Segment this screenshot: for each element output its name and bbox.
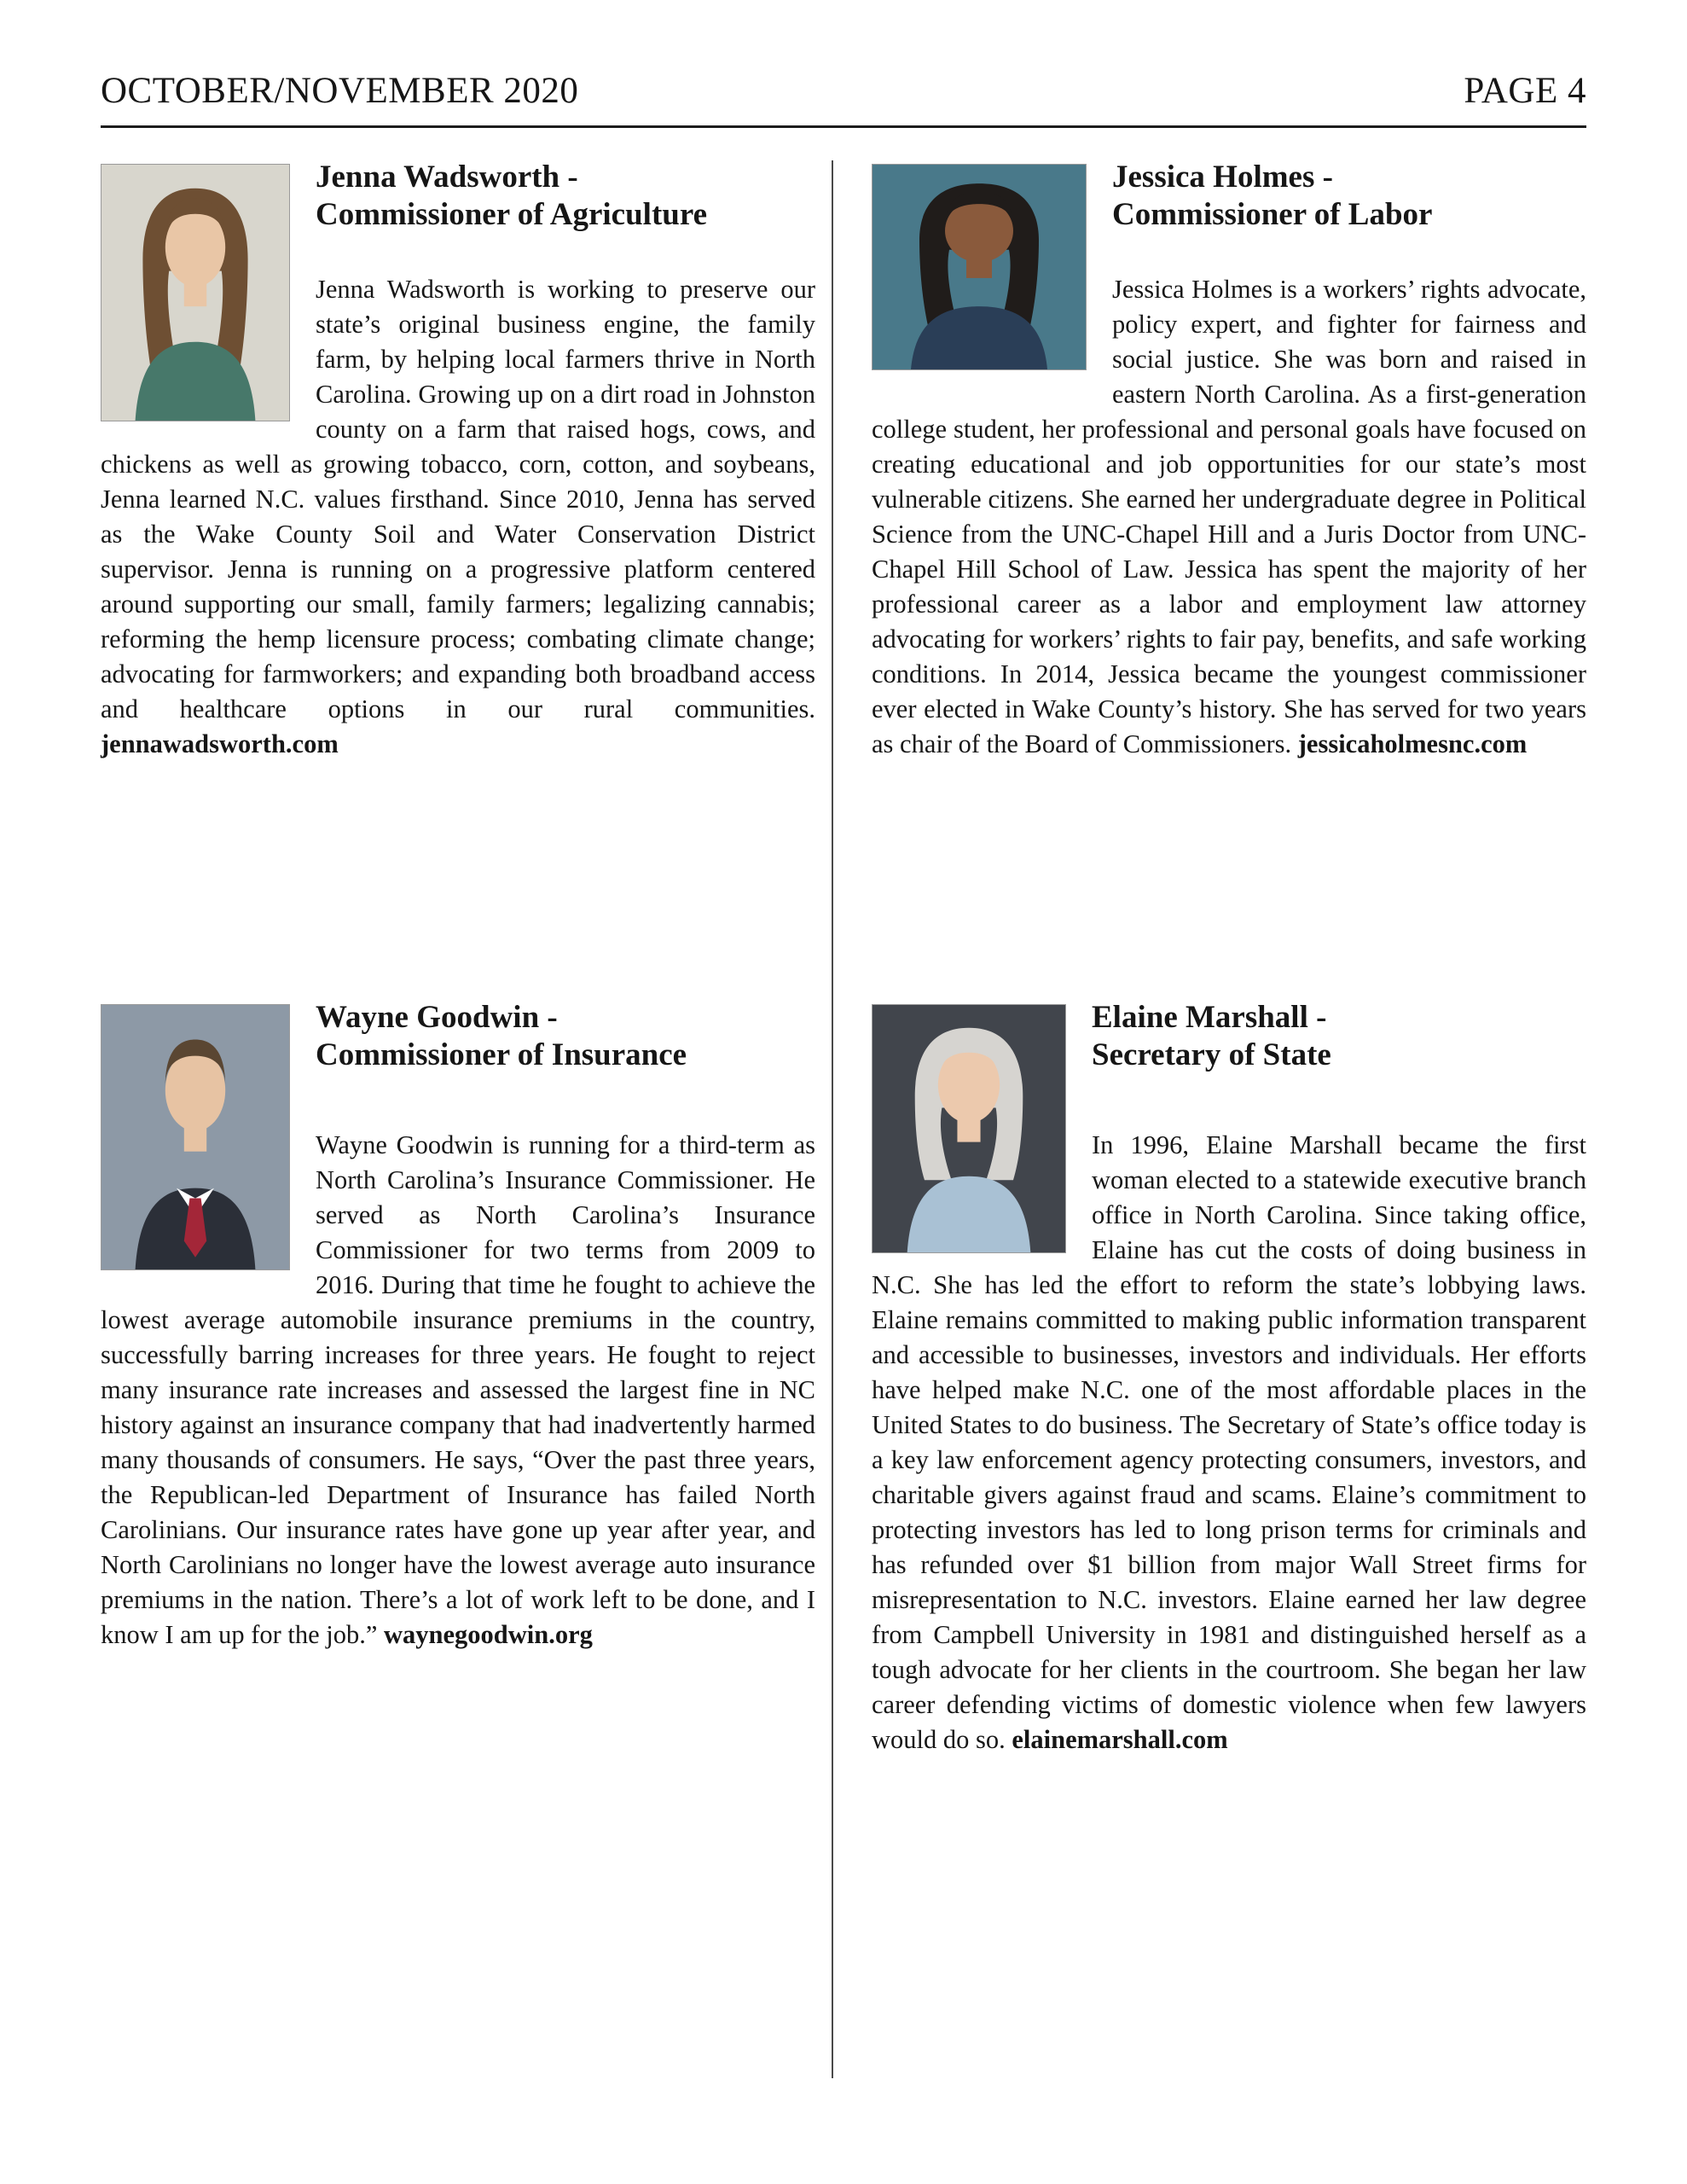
candidate-website: waynegoodwin.org — [384, 1620, 593, 1650]
masthead-page-number: PAGE 4 — [1464, 71, 1586, 111]
profile-jessica-holmes — [872, 159, 1586, 999]
profile-jenna-wadsworth — [101, 159, 815, 999]
candidate-name: Elaine Marshall - — [1092, 1000, 1327, 1035]
column-divider — [832, 160, 833, 2078]
candidate-website: jennawadsworth.com — [101, 729, 339, 759]
candidate-name: Jenna Wadsworth - — [316, 160, 578, 195]
right-column — [872, 159, 1586, 1757]
profile-body-text: Wayne Goodwin is running for a third-term as North Carolina’s Insurance Commissioner. He served as North Carolina’s Insurance Commissioner for two terms from 2009 to 2016. During that time he fought to achieve the lowest average automobile insurance premiums in the country, successfully barring increases for three years. He fought to reject many insurance rate increases and assessed the largest fine in NC history against an insurance company that had inadvertently harmed many thousands of consumers. He says, “Over the past three years, the Republican-led Department of Insurance has failed North Carolinians. Our insurance rates have gone up year after year, and North Carolinians no longer have the lowest average auto insurance premiums in the nation. There’s a lot of work left to be done, and I know I am up for the job.” — [101, 1130, 815, 1650]
content-columns — [101, 128, 1586, 1757]
elaine-marshall-photo — [872, 1004, 1066, 1253]
candidate-name: Jessica Holmes - — [1112, 160, 1333, 195]
jessica-holmes-photo — [872, 164, 1087, 370]
profile-body-text: Jenna Wadsworth is working to preserve our state’s original business engine, the family farm, by helping local farmers thrive in North Carolina. Growing up on a dirt road in Johnston county on a farm that raised hogs, cows, and chickens as well as growing tobacco, corn, cotton, and soybeans, Jenna learned N.C. values firsthand. Since 2010, Jenna has served as the Wake County Soil and Water Conservation District supervisor. Jenna is running on a progressive platform centered around supporting our small, family farmers; legalizing cannabis; reforming the hemp licensure process; combating climate change; advocating for farmworkers; and expanding both broadband access and healthcare options in our rural communities. — [101, 275, 815, 724]
portrait-placeholder-icon — [872, 165, 1086, 369]
candidate-office: Commissioner of Agriculture — [316, 196, 708, 232]
candidate-office: Secretary of State — [1092, 1037, 1331, 1072]
profile-body-text: Jessica Holmes is a workers’ rights advocate, policy expert, and fighter for fairness and social justice. She was born and raised in eastern North Carolina. As a first-generation college student, her professional and personal goals have focused on creating educational and job opportunities for our state’s most vulnerable citizens. She earned her undergraduate degree in Political Science from the UNC-Chapel Hill and a Juris Doctor from UNC-Chapel Hill School of Law. Jessica has spent the majority of her professional career as a labor and employment law attorney advocating for workers’ rights to fair pay, benefits, and safe working conditions. In 2014, Jessica became the youngest commissioner ever elected in Wake County’s history. She has served for two years as chair of the Board of Commissioners. — [872, 275, 1586, 759]
candidate-office: Commissioner of Insurance — [316, 1037, 687, 1072]
portrait-placeholder-icon — [101, 165, 289, 421]
profile-elaine-marshall — [872, 999, 1586, 1757]
left-column — [101, 159, 815, 1757]
wayne-goodwin-photo — [101, 1004, 290, 1270]
candidate-website: elainemarshall.com — [1012, 1725, 1228, 1755]
candidate-website: jessicaholmesnc.com — [1297, 729, 1528, 759]
profile-body-text: In 1996, Elaine Marshall became the first woman elected to a statewide executive branch office in North Carolina. Since taking office, Elaine has cut the costs of doing business in N.C. She has led the effort to reform the state’s lobbying laws. Elaine remains committed to making public information transparent and accessible to businesses, investors and individuals. Her efforts have helped make N.C. one of the most affordable places in the United States to do business. The Secretary of State’s office today is a key law enforcement agency protecting consumers, investors, and charitable givers against fraud and scams. Elaine’s commitment to protecting investors has led to long prison terms for criminals and has refunded over $1 billion from major Wall Street firms for misrepresentation to N.C. investors. Elaine earned her law degree from Campbell University in 1981 and distinguished herself as a tough advocate for her clients in the courtroom. She began her law career defending victims of domestic violence when few lawyers would do so. — [872, 1130, 1586, 1755]
candidate-name: Wayne Goodwin - — [316, 1000, 558, 1035]
candidate-office: Commissioner of Labor — [1112, 196, 1433, 232]
profile-wayne-goodwin — [101, 999, 815, 1653]
portrait-placeholder-icon — [872, 1005, 1065, 1252]
masthead-issue-date: OCTOBER/NOVEMBER 2020 — [101, 71, 579, 111]
masthead — [101, 70, 1586, 128]
jenna-wadsworth-photo — [101, 164, 290, 421]
portrait-placeholder-icon — [101, 1005, 289, 1269]
